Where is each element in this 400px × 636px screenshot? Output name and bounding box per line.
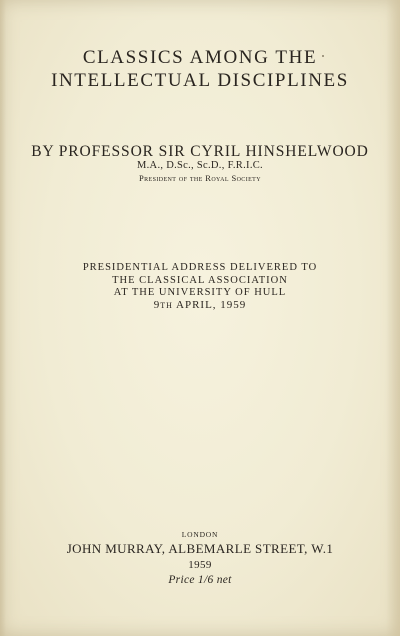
imprint-publisher: JOHN MURRAY, ALBEMARLE STREET, W.1 bbox=[66, 541, 334, 556]
imprint-year: 1959 bbox=[188, 559, 212, 571]
title-line-1: CLASSICS AMONG THE bbox=[82, 47, 318, 68]
address-line-3: AT THE UNIVERSITY OF HULL bbox=[113, 287, 287, 298]
address-line-1: PRESIDENTIAL ADDRESS DELIVERED TO bbox=[82, 262, 318, 273]
author-degrees: M.A., D.Sc., Sc.D., F.R.I.C. bbox=[137, 160, 263, 171]
address-date: 9th APRIL, 1959 bbox=[153, 299, 247, 311]
imprint-price: Price 1/6 net bbox=[168, 574, 232, 586]
imprint-city: LONDON bbox=[181, 530, 219, 539]
author-byline: BY PROFESSOR SIR CYRIL HINSHELWOOD bbox=[31, 143, 369, 160]
title-line-2: INTELLECTUAL DISCIPLINES bbox=[51, 70, 349, 91]
author-position: President of the Royal Society bbox=[139, 173, 261, 183]
address-line-2: THE CLASSICAL ASSOCIATION bbox=[112, 275, 288, 286]
